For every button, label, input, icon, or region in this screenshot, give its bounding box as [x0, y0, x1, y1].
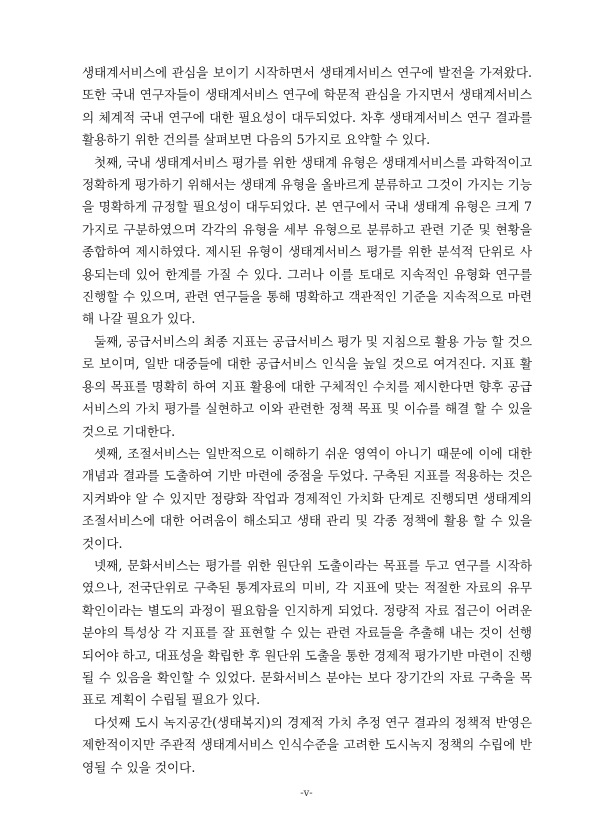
document-body — [82, 62, 532, 779]
paragraph-second: 둘째, 공급서비스의 최종 지표는 공급서비스 평가 및 지침으로 활용 가능 할 것으로 보이며, 일반 대중들에 대한 공급서비스 인식을 높일 것으로 여겨진다. 지표 활용의 목표를 명확히 하여 지표 활용에 대한 구체적인 수치를 제시한다면 향후 공급서비스의 가치 평가를 실현하고 이와 관련한 정책 목표 및 이슈를 해결 할 수 있을 것으로 기대한다. — [82, 333, 532, 439]
paragraph-first: 첫째, 국내 생태계서비스 평가를 위한 생태계 유형은 생태계서비스를 과학적이고 정확하게 평가하기 위해서는 생태계 유형을 올바르게 분류하고 그것이 가지는 기능을 명확하게 규정할 필요성이 대두되었다. 본 연구에서 국내 생태계 유형은 크게 7가지로 구분하였으며 각각의 유형을 세부 유형으로 분류하고 관련 기준 및 현황을 종합하여 제시하였다. 제시된 유형이 생태계서비스 평가를 위한 분석적 단위로 사용되는데 있어 한계를 가질 수 있다. 그러나 이를 토대로 지속적인 유형화 연구를 진행할 수 있으며, 관련 연구들을 통해 명확하고 객관적인 기준을 지속적으로 마련해 나갈 필요가 있다. — [82, 154, 532, 327]
page-number: -v- — [300, 788, 313, 799]
paragraph-fourth: 넷째, 문화서비스는 평가를 위한 원단위 도출이라는 목표를 두고 연구를 시작하였으나, 전국단위로 구축된 통계자료의 미비, 각 지표에 맞는 적절한 자료의 유무 확인이라는 별도의 과정이 필요함을 인지하게 되었다. 정량적 자료 접근이 어려운 분야의 특성상 각 지표를 잘 표현할 수 있는 관련 자료들을 추출해 내는 것이 선행되어야 하고, 대표성을 확립한 후 원단위 도출을 통한 경제적 평가기반 마련이 진행될 수 있음을 확인할 수 있었다. 문화서비스 분야는 보다 장기간의 자료 구축을 목표로 계획이 수립될 필요가 있다. — [82, 557, 532, 708]
paragraph-fifth: 다섯째 도시 녹지공간(생태복지)의 경제적 가치 추정 연구 결과의 정책적 반영은 제한적이지만 주관적 생태계서비스 인식수준을 고려한 도시녹지 정책의 수립에 반영될 수 있을 것이다. — [82, 714, 532, 775]
paragraph-third: 셋째, 조절서비스는 일반적으로 이해하기 쉬운 영역이 아니기 때문에 이에 대한 개념과 결과를 도출하여 기반 마련에 중점을 두었다. 구축된 지표를 적용하는 것은 지켜봐야 알 수 있지만 정량화 작업과 경제적인 가치화 단계로 진행되면 생태계의 조절서비스에 대한 어려움이 해소되고 생태 관리 및 각종 정책에 활용 할 수 있을 것이다. — [82, 445, 532, 551]
paragraph-intro: 생태계서비스에 관심을 보이기 시작하면서 생태계서비스 연구에 발전을 가져왔다. 또한 국내 연구자들이 생태계서비스 연구에 학문적 관심을 가지면서 생태계서비스의 체계적 국내 연구에 대한 필요성이 대두되었다. 차후 생태계서비스 연구 결과를 활용하기 위한 건의를 살펴보면 다음의 5가지로 요약할 수 있다. — [82, 65, 532, 148]
